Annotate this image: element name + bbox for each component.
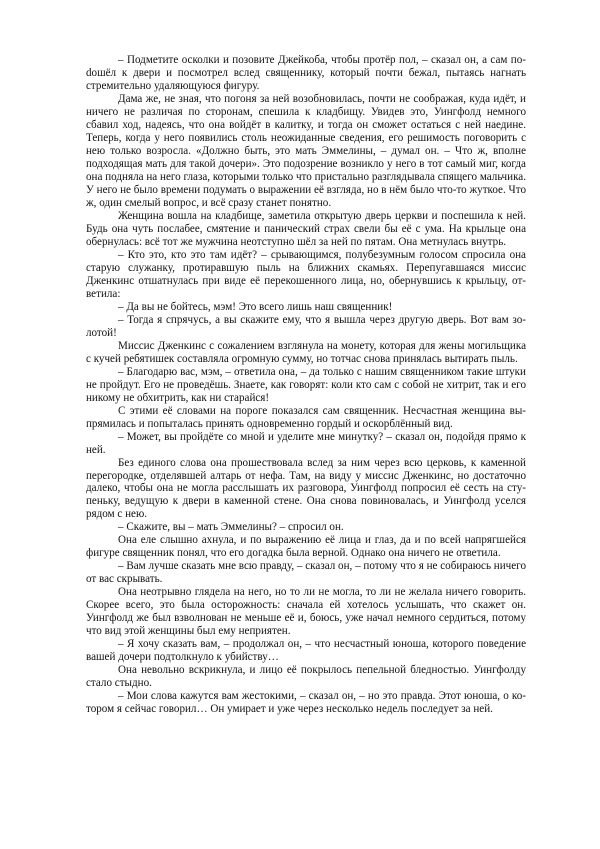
paragraph: – Вам лучше сказать мне всю правду, – сказал он, – потому что я не собираюсь ничего от вас скрывать.	[86, 560, 526, 586]
paragraph: С этими её словами на пороге показался сам священник. Несчастная женщина выпрямилась и попыталась принять одновременно гордый и оскорблённый вид.	[86, 404, 526, 430]
paragraph: – Скажите, вы – мать Эммелины? – спросил он.	[118, 521, 344, 534]
paragraph: – Да вы не бойтесь, мэм! Это всего лишь наш священник!	[118, 300, 393, 313]
paragraph: – Тогда я спрячусь, а вы скажите ему, что я вышла через другую дверь. Вот вам золотой!	[86, 313, 526, 339]
paragraph: Миссис Дженкинс с сожалением взглянула на монету, которая для жены могильщика с кучей ребятишек составляла огромную сумму, но тотчас снова принялась вытирать пыль.	[86, 339, 526, 365]
paragraph: Она неотрывно глядела на него, но то ли не могла, то ли не желала ничего говорить. Скорее всего, это была осторожность: сначала ей хотелось услышать, что скажет он. Уингфолд же был взволнован не меньше её и, боюсь, уже начал немного сердиться, потому что вид этой женщины был ему неприятен.	[86, 586, 526, 638]
paragraph: – Подметите осколки и позовите Джейкоба, чтобы протёр пол, – сказал он, а сам поdошёл к двери и посмотрел вслед священнику, который почти бежал, пытаясь нагнать стремительно удаляющуюся фигуру.	[86, 54, 526, 92]
paragraph: Женщина вошла на кладбище, заметила открытую дверь церкви и поспешила к ней. Будь она чуть послабее, смятение и панический страх свели бы её с ума. На крыльце она обернулась: всё тот же мужчина неотступно шёл за ней по пятам. Она метнулась внутрь.	[86, 209, 526, 248]
paragraph: Она еле слышно ахнула, и по выражению её лица и глаз, да и по всей напрягшейся фигуре священник понял, что его догадка была верной. Однако она ничего не ответила.	[86, 534, 526, 560]
paragraph: – Я хочу сказать вам, – продолжал он, – что несчастный юноша, которого поведение вашей дочери подтолкнуло к убийству…	[86, 638, 526, 664]
paragraph: – Может, вы пройдёте со мной и уделите мне минутку? – сказал он, подойдя прямо к ней.	[86, 430, 526, 456]
paragraph: Она невольно вскрикнула, и лицо её покрылось пепельной бледностью. Уингфолду стало стыдно.	[86, 664, 526, 690]
paragraph: Дама же, не зная, что погоня за ней возобновилась, почти не соображая, куда идёт, и ничего не различая по сторонам, спешила к кладбищу. Увидев это, Уингфолд немного сбавил ход, надеясь, что она войдёт в калитку, и тогда он сможет остаться с ней наедине. Теперь, когда у него появились столь неожиданные сведения, его решимость поговорить с нею только возросла. «Должно быть, это мать Эммелины, – думал он. – Что ж, вполне подходящая мать для такой дочери». Это подозрение возникло у него в тот самый миг, когда она подняла на него глаза, которыми только что пристально разглядывала спящего мальчика. У него не было времени подумать о выражении её взгляда, но в нём было что-то жуткое. Что ж, один смелый вопрос, и всё сразу станет понятно.	[86, 92, 526, 209]
paragraph: Без единого слова она прошествовала вслед за ним через всю церковь, к каменной перегородке, отделявшей алтарь от нефа. Там, на виду у миссис Дженкинс, но достаточно далеко, чтобы она не могла расслышать их разговора, Уингфолд попросил её сесть на ступеньку, ведущую к двери в каменной стене. Она снова повиновалась, и Уингфолд уселся рядом с нею.	[86, 456, 526, 521]
paragraph: – Кто это, кто это там идёт? – срывающимся, полубезумным голосом спросила она старую служанку, протиравшую пыль на ближних скамьях. Перепугавшаяся миссис Дженкинс отшатнулась при виде её перекошенного лица, но, обернувшись к крыльцу, ответила:	[86, 248, 526, 300]
paragraph: – Благодарю вас, мэм, – ответила она, – да только с нашим священником такие штуки не пройдут. Его не проведёшь. Знаете, как говорят: коли кто сам с собой не хитрит, так и его никому не обхитрить, как ни старайся!	[86, 365, 526, 404]
book-page	[86, 54, 526, 716]
paragraph: – Мои слова кажутся вам жестокими, – сказал он, – но это правда. Этот юноша, о котором я сейчас говорил… Он умирает и уже через несколько недель последует за ней.	[86, 690, 526, 716]
